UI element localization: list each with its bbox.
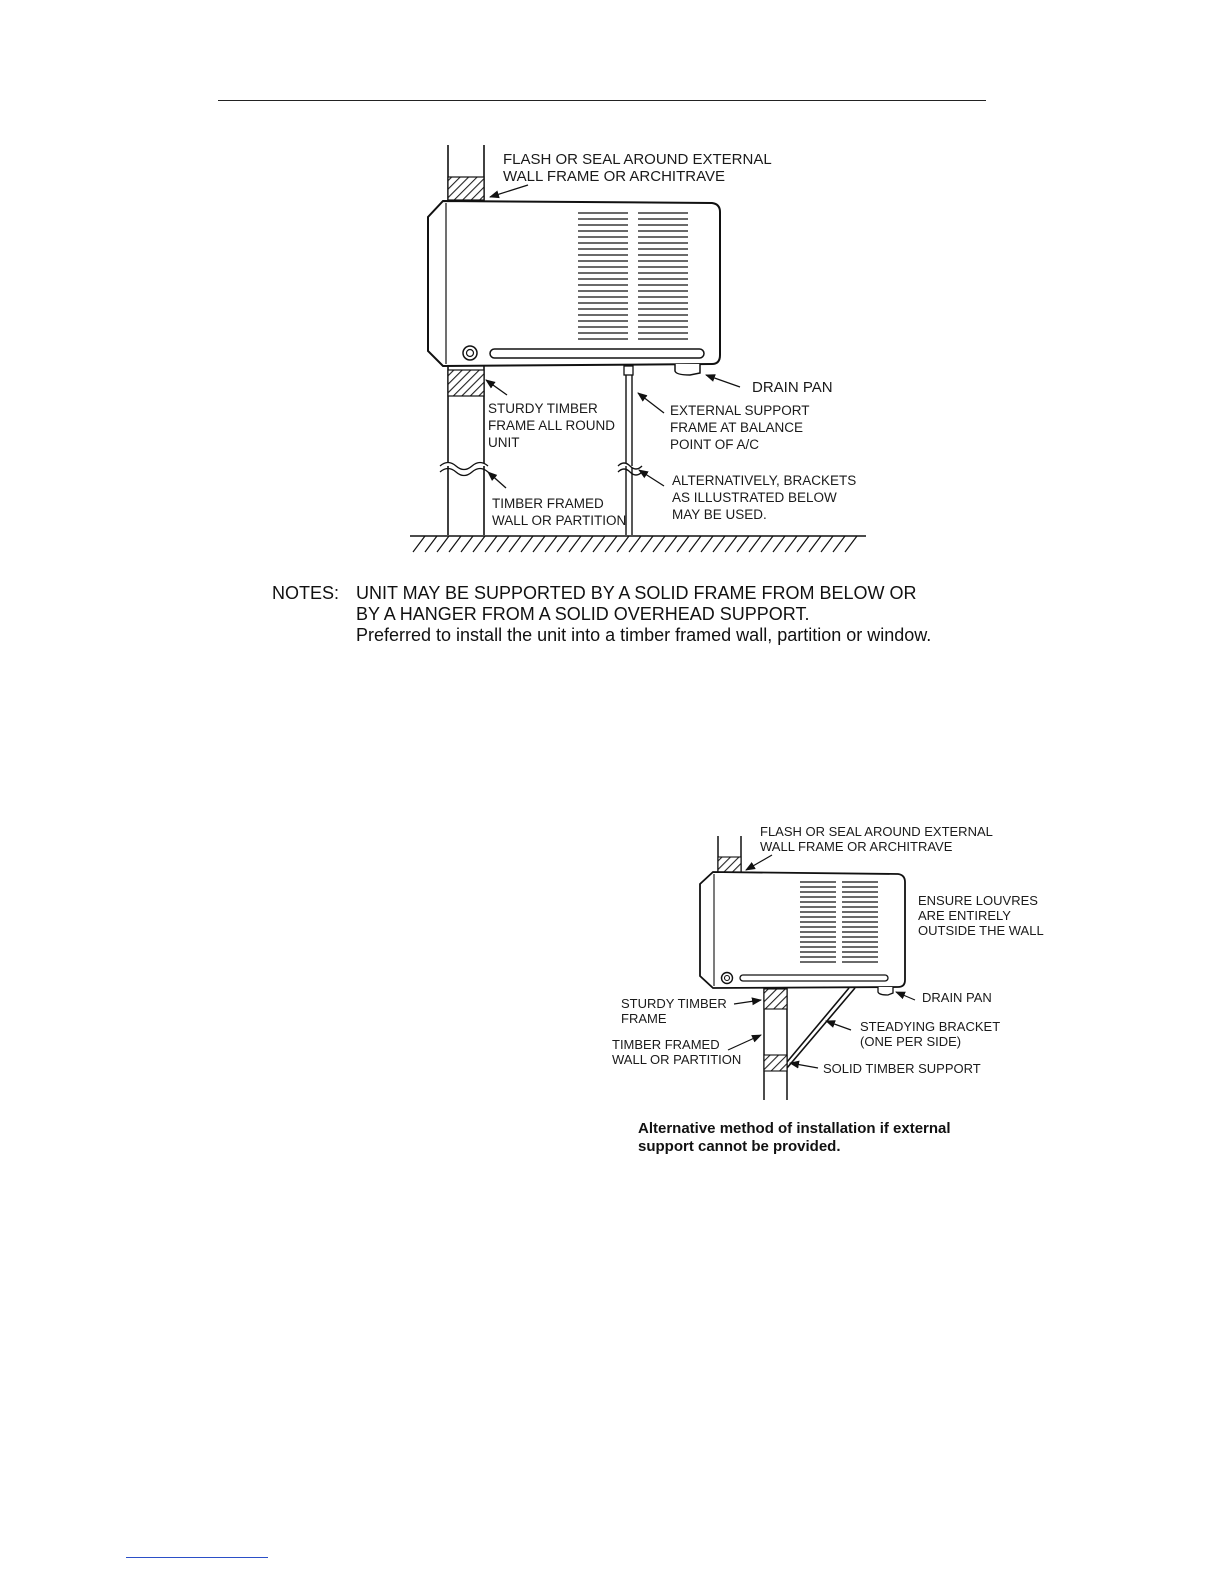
sturdy-timber-label: STURDY TIMBER [488, 401, 598, 416]
notes-line-2: BY A HANGER FROM A SOLID OVERHEAD SUPPORT. [356, 604, 810, 624]
knob-icon-2 [722, 973, 733, 984]
drain-pan-2 [878, 987, 893, 995]
knob-icon [463, 346, 477, 360]
bottom-timber-frame [448, 370, 484, 396]
sturdy-timber-label-2: FRAME ALL ROUND [488, 418, 616, 433]
steadying-bracket-label: STEADYING BRACKET [860, 1019, 1001, 1034]
installation-notes [272, 583, 1012, 646]
timber-framed-label: TIMBER FRAMED [492, 496, 604, 511]
caption-line-1: Alternative method of installation if external [638, 1120, 951, 1137]
ac-unit [428, 201, 720, 375]
footer-link-underline [126, 1557, 268, 1558]
solid-timber-support [764, 1055, 787, 1071]
timber-framed-label-2: WALL OR PARTITION [492, 513, 627, 528]
solid-timber-support-label: SOLID TIMBER SUPPORT [823, 1061, 981, 1076]
flash-seal-label: FLASH OR SEAL AROUND EXTERNAL [503, 151, 772, 168]
notes-key: NOTES: [272, 583, 340, 603]
alternatively-label-2: AS ILLUSTRATED BELOW [672, 490, 837, 505]
ensure-louvres-label-3: OUTSIDE THE WALL [918, 923, 1044, 938]
timber-framed-label-fig2-2: WALL OR PARTITION [612, 1052, 742, 1067]
ensure-louvres-label-2: ARE ENTIRELY [918, 908, 1011, 923]
flash-seal-label-fig2: FLASH OR SEAL AROUND EXTERNAL [760, 824, 993, 839]
alternatively-label: ALTERNATIVELY, BRACKETS [672, 473, 857, 488]
drain-pan-label-fig2: DRAIN PAN [922, 990, 992, 1005]
external-support-post [618, 366, 642, 535]
drain-pan-label: DRAIN PAN [752, 379, 833, 396]
timber-framed-label-fig2: TIMBER FRAMED [612, 1037, 720, 1052]
sturdy-timber-label-3: UNIT [488, 435, 520, 450]
alternatively-label-3: MAY BE USED. [672, 507, 767, 522]
external-support-label: EXTERNAL SUPPORT [670, 403, 810, 418]
sturdy-timber-label-fig2: STURDY TIMBER [621, 996, 727, 1011]
external-support-label-2: FRAME AT BALANCE [670, 420, 804, 435]
ground-line [410, 536, 866, 552]
steadying-bracket-label-2: (ONE PER SIDE) [860, 1034, 962, 1049]
sturdy-timber-label-fig2-2: FRAME [621, 1011, 667, 1026]
ac-unit-2 [700, 872, 905, 995]
external-support-label-3: POINT OF A/C [670, 437, 760, 452]
figure-2-caption [638, 1120, 1038, 1156]
flash-seal-label-2: WALL FRAME OR ARCHITRAVE [503, 168, 725, 185]
notes-line-3: Preferred to install the unit into a timber framed wall, partition or window. [356, 625, 932, 645]
air-outlet-slot [490, 349, 704, 358]
top-timber-frame [448, 177, 484, 200]
ensure-louvres-label: ENSURE LOUVRES [918, 893, 1038, 908]
drain-pan [675, 364, 700, 375]
caption-line-2: support cannot be provided. [638, 1138, 841, 1155]
flash-seal-label-fig2-2: WALL FRAME OR ARCHITRAVE [760, 839, 953, 854]
notes-line-1: UNIT MAY BE SUPPORTED BY A SOLID FRAME FROM BELOW OR [356, 583, 917, 603]
